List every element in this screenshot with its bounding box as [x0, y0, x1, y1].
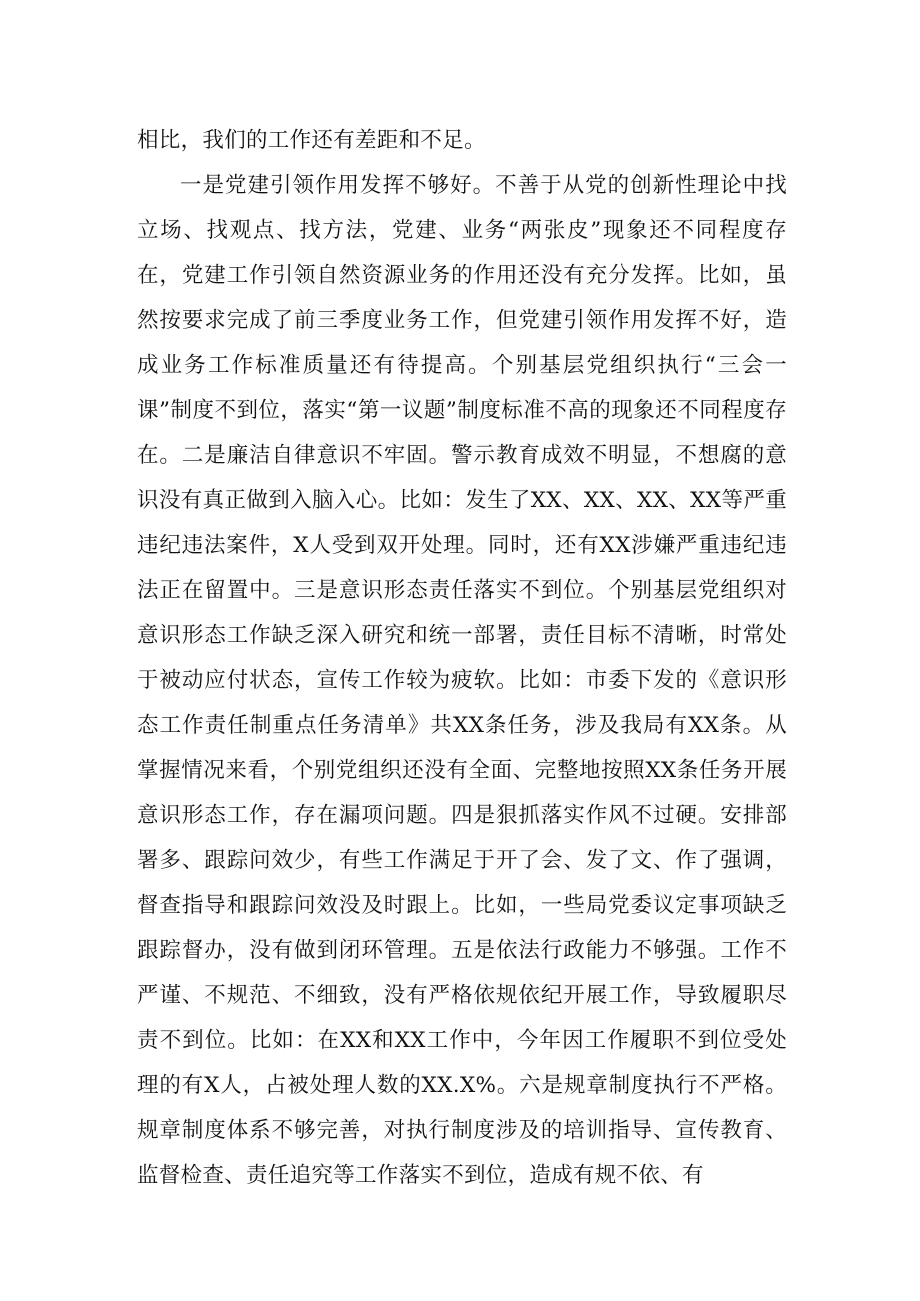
document-body	[137, 118, 787, 1198]
paragraph-problems-list: 一是党建引领作用发挥不够好。不善于从党的创新性理论中找立场、找观点、找方法，党建、业务“两张皮”现象还不同程度存在，党建工作引领自然资源业务的作用还没有充分发挥。比如，虽然按要求完成了前三季度业务工作，但党建引领作用发挥不好，造成业务工作标准质量还有待提高。个别基层党组织执行“三会一课”制度不到位，落实“第一议题”制度标准不高的现象还不同程度存在。二是廉洁自律意识不牢固。警示教育成效不明显，不想腐的意识没有真正做到入脑入心。比如：发生了XX、XX、XX、XX等严重违纪违法案件，X人受到双开处理。同时，还有XX涉嫌严重违纪违法正在留置中。三是意识形态责任落实不到位。个别基层党组织对意识形态工作缺乏深入研究和统一部署，责任目标不清晰，时常处于被动应付状态，宣传工作较为疲软。比如：市委下发的《意识形态工作责任制重点任务清单》共XX条任务，涉及我局有XX条。从掌握情况来看，个别党组织还没有全面、完整地按照XX条任务开展意识形态工作，存在漏项问题。四是狠抓落实作风不过硬。安排部署多、跟踪问效少，有些工作满足于开了会、发了文、作了强调，督查指导和跟踪问效没及时跟上。比如，一些局党委议定事项缺乏跟踪督办，没有做到闭环管理。五是依法行政能力不够强。工作不严谨、不规范、不细致，没有严格依规依纪开展工作，导致履职尽责不到位。比如：在XX和XX工作中，今年因工作履职不到位受处理的有X人，占被处理人数的XX.X%。六是规章制度执行不严格。规章制度体系不够完善，对执行制度涉及的培训指导、宣传教育、监督检查、责任追究等工作落实不到位，造成有规不依、有	[137, 173, 787, 1188]
paragraph-opening-line: 相比，我们的工作还有差距和不足。	[137, 128, 486, 153]
